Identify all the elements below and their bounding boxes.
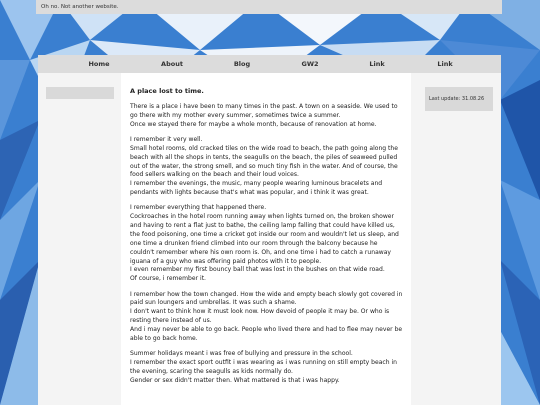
nav-blog[interactable]: Blog xyxy=(233,60,251,68)
last-update-box xyxy=(425,87,493,111)
top-bar xyxy=(36,0,502,14)
nav-about[interactable]: About xyxy=(161,60,183,68)
site-tagline: Oh no. Not another website. xyxy=(41,4,119,10)
article-paragraph: I remember how the town changed. How the wide and empty beach slowly got covered in paid sun loungers and umbrellas. It was such a shame. I don't want to think how it must look now. How devoid of people it may be. Or who is resting there instead of us. And i may never be able to go back. People who lived there and had to flee may never be able to go back home. xyxy=(130,290,403,342)
last-update-text: Last update: 31.08.26 xyxy=(429,96,485,102)
left-sidebar-box xyxy=(46,87,114,99)
page-container xyxy=(38,55,501,405)
article xyxy=(121,73,411,405)
nav-link-2[interactable]: Link xyxy=(437,60,453,68)
article-paragraph: I remember everything that happened there. Cockroaches in the hotel room running away when lights turned on, the broken shower and having to rent a flat just to bathe, the ceiling lamp falling that could have killed us, the food poisoning, one time a cricket got inside our room and wouldn't let us sleep, and one time a drunken friend climbed into our room through the balcony because he couldn't remember where his own room is. Oh, and one time i had to catch a runaway iguana of a guy who was offering paid photos with it to people. I even remember my first bouncy ball that was lost in the bushes on that wide road. Of course, i remember it. xyxy=(130,204,399,283)
article-paragraph: I remember it very well. Small hotel rooms, old cracked tiles on the wide road to beach, the path going along the beach with all the shops in tents, the seagulls on the beach, the piles of seaweed pulled out of the water, the strong smell, and so much tiny fish in the water. And of course, the food sellers walking on the beach and their loud voices. I remember the evenings, the music, many people wearing luminous bracelets and pendants with lights because that's what was popular, and i think it was great. xyxy=(130,136,398,197)
article-paragraph: Summer holidays meant i was free of bullying and pressure in the school. I remember the exact sport outfit i was wearing as i was running on still empty beach in the evening, scaring the seagulls as kids normally do. Gender or sex didn't matter then. What mattered is that i was happy. xyxy=(130,350,398,384)
nav-home[interactable]: Home xyxy=(88,60,110,68)
article-paragraph: There is a place i have been to many times in the past. A town on a seaside. We used to go there with my mother every summer, sometimes twice a summer. Once we stayed there for maybe a whole month, because of renovation at home. xyxy=(130,103,398,128)
nav-link-1[interactable]: Link xyxy=(369,60,385,68)
nav-gw2[interactable]: GW2 xyxy=(301,60,319,68)
main-nav xyxy=(38,55,501,73)
article-title: A place lost to time. xyxy=(130,87,204,95)
